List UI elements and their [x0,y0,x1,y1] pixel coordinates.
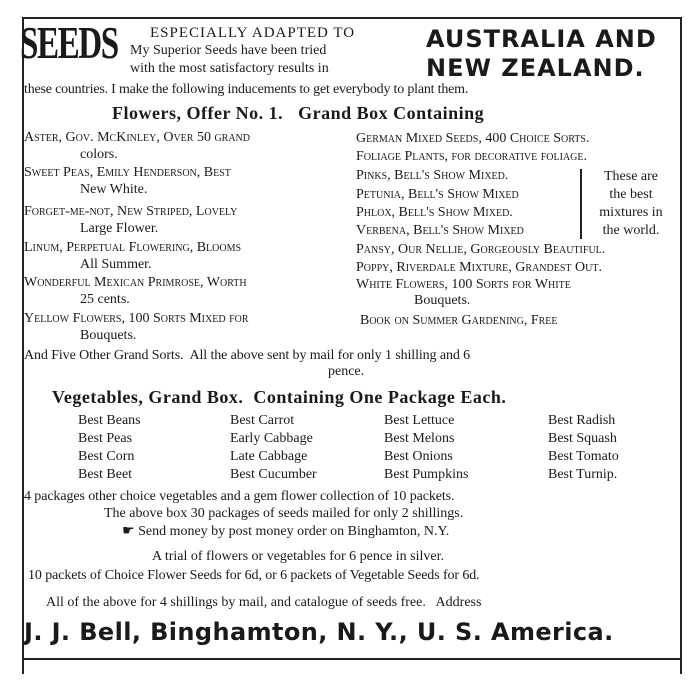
flower-item-detail: Large Flower. [80,221,159,236]
flower-item [24,203,237,237]
mix-note-line: the world. [602,223,660,238]
header-line-1: My Superior Seeds have been tried [130,43,327,58]
vegetable-column [548,412,619,484]
flower-item [24,274,247,308]
flower-item: Book on Summer Gardening, Free [360,313,558,328]
mix-note-line: These are [603,169,659,184]
vegetables-heading: Vegetables, Grand Box. Containing One Package Each. [52,387,507,407]
flower-item [24,129,250,163]
flowers-heading: Flowers, Offer No. 1. Grand Box Containing [112,103,485,123]
vegetable-item: Best Radish [548,413,616,428]
flower-item-name: Forget-me-not, New Striped, Lovely [24,204,238,219]
flower-item: White Flowers, 100 Sorts for White [356,277,571,292]
flower-item: Foliage Plants, for decorative foliage. [356,149,588,164]
trial-line: All of the above for 4 shillings by mail, and catalogue of seeds free. Address [46,595,482,610]
trial-line: 10 packets of Choice Flower Seeds for 6d, or 6 packets of Vegetable Seeds for 6d. [28,568,480,583]
mix-note [584,168,678,240]
flower-item-name: Sweet Peas, Emily Henderson, Best [24,165,231,180]
seeds-title: SEEDS [20,17,118,68]
flower-item-name: Wonderful Mexican Primrose, Worth [24,275,247,290]
pointing-hand-icon: ☛ [122,523,135,539]
flower-item-name: Yellow Flowers, 100 Sorts Mixed for [24,311,249,326]
vegetable-item: Best Pumpkins [384,467,469,482]
vegetable-column [78,412,141,484]
mix-item: Petunia, Bell's Show Mixed [356,187,519,202]
flower-item-detail: New White. [80,182,148,197]
mix-item: Verbena, Bell's Show Mixed [356,223,524,238]
money-order-line [122,523,449,540]
signature-line: J. J. Bell, Binghamton, N. Y., U. S. America. [24,618,614,646]
flowers-footer: And Five Other Grand Sorts. All the above sent by mail for only 1 shilling and 6 [24,348,471,363]
flower-item-name: Aster, Gov. McKinley, Over 50 grand [24,130,250,145]
vegetable-column [384,412,468,484]
flower-item-detail: Bouquets. [80,328,137,343]
flowers-footer: pence. [328,364,365,379]
mix-bracket [580,169,582,239]
header-line-3: these countries. I make the following inducements to get everybody to plant them. [24,82,469,97]
vegetable-item: Best Turnip. [548,467,618,482]
flower-item: German Mixed Seeds, 400 Choice Sorts. [356,131,590,146]
vegetables-line: The above box 30 packages of seeds mailed for only 2 shillings. [104,506,464,521]
flower-item [24,239,241,273]
mix-item: Phlox, Bell's Show Mixed. [356,205,513,220]
flower-item-detail: colors. [80,147,118,162]
vegetable-item: Best Beet [78,467,133,482]
flower-item [24,310,249,344]
money-order-text: Send money by post money order on Binghamton, N.Y. [138,524,450,539]
vegetable-item: Best Corn [78,449,135,464]
vegetable-item: Best Carrot [230,413,295,428]
vegetable-item: Best Squash [548,431,617,446]
vegetables-line: 4 packages other choice vegetables and a gem flower collection of 10 packets. [24,489,455,504]
flower-item-detail: 25 cents. [80,292,130,307]
mix-note-line: the best [609,187,653,202]
vegetable-item: Best Melons [384,431,455,446]
vegetable-item: Best Peas [78,431,133,446]
vegetable-item: Best Tomato [548,449,619,464]
bottom-rule [22,658,680,660]
mix-item: Pinks, Bell's Show Mixed. [356,168,509,183]
flower-item: Pansy, Our Nellie, Gorgeously Beautiful. [356,242,606,257]
flower-item-detail: All Summer. [80,257,152,272]
vegetable-item: Best Cucumber [230,467,317,482]
vegetable-item: Best Beans [78,413,141,428]
newzealand-heading: NEW ZEALAND. [426,54,645,82]
vegetable-item: Best Onions [384,449,453,464]
flower-item: Poppy, Riverdale Mixture, Grandest Out. [356,260,602,275]
australia-heading: AUSTRALIA AND [426,25,657,53]
header-line-2: with the most satisfactory results in [130,61,329,76]
flower-item-name: Linum, Perpetual Flowering, Blooms [24,240,242,255]
vegetable-column [230,412,317,484]
vegetable-item: Best Lettuce [384,413,455,428]
vegetable-item: Early Cabbage [230,431,313,446]
flower-item [24,164,231,198]
vegetable-item: Late Cabbage [230,449,308,464]
trial-line: A trial of flowers or vegetables for 6 pence in silver. [152,549,444,564]
flower-item-detail: Bouquets. [414,293,471,308]
mix-note-line: mixtures in [599,205,663,220]
especially-line: ESPECIALLY ADAPTED TO [150,25,356,41]
